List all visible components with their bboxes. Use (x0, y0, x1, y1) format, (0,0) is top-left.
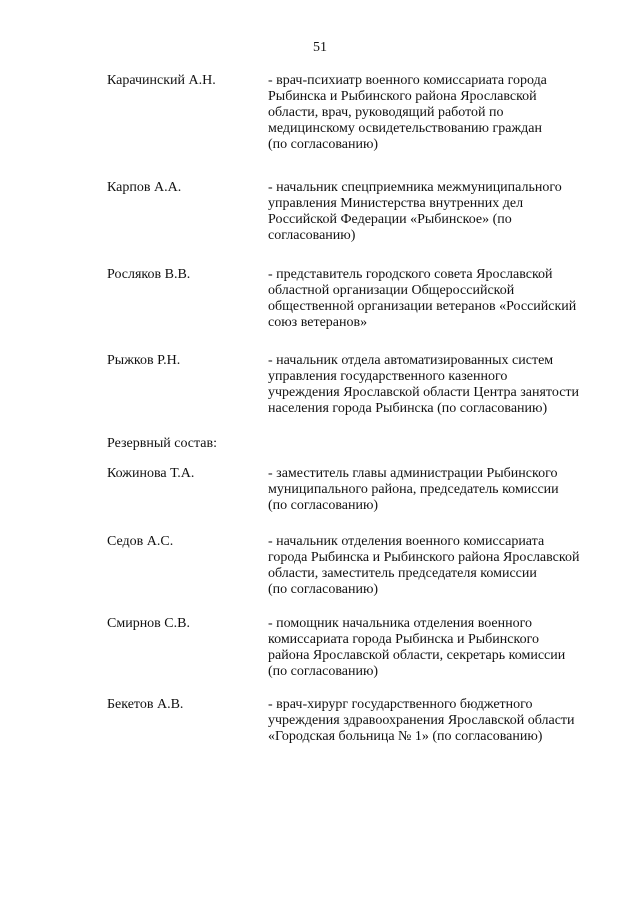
page-number: 51 (313, 40, 327, 55)
member-description: - помощник начальника отделения военного комиссариата города Рыбинска и Рыбинского района Ярославской области, секретарь комиссии (по согласованию) (268, 616, 566, 679)
member-name: Седов А.С. (107, 534, 174, 549)
member-description: - врач-хирург государственного бюджетного учреждения здравоохранения Ярославской области «Городская больница № 1» (по согласованию) (268, 697, 575, 744)
member-description: - начальник отделения военного комиссариата города Рыбинска и Рыбинского района Ярославской области, заместитель председателя комиссии (по согласованию) (268, 534, 580, 597)
member-name: Карпов А.А. (107, 180, 182, 195)
member-name: Рыжков Р.Н. (107, 353, 181, 368)
member-description: - начальник отдела автоматизированных систем управления государственного казенного учреждения Ярославской области Центра занятости населения города Рыбинска (по согласованию) (268, 353, 580, 416)
member-description: - начальник спецприемника межмуниципального управления Министерства внутренних дел Российской Федерации «Рыбинское» (по согласованию) (268, 180, 562, 243)
member-description: - представитель городского совета Ярославской областной организации Общероссийской общественной организации ветеранов «Российский союз ветеранов» (268, 267, 577, 330)
member-description: - заместитель главы администрации Рыбинского муниципального района, председатель комиссии (по согласованию) (268, 466, 559, 513)
member-name: Кожинова Т.А. (107, 466, 195, 481)
member-name: Смирнов С.В. (107, 616, 190, 631)
reserve-heading: Резервный состав: (107, 436, 218, 451)
member-name: Бекетов А.В. (107, 697, 184, 712)
member-name: Карачинский А.Н. (107, 73, 216, 88)
member-name: Росляков В.В. (107, 267, 191, 282)
member-description: - врач-психиатр военного комиссариата города Рыбинска и Рыбинского района Ярославской области, врач, руководящий работой по медицинскому освидетельствованию граждан (по согласованию) (268, 73, 547, 152)
